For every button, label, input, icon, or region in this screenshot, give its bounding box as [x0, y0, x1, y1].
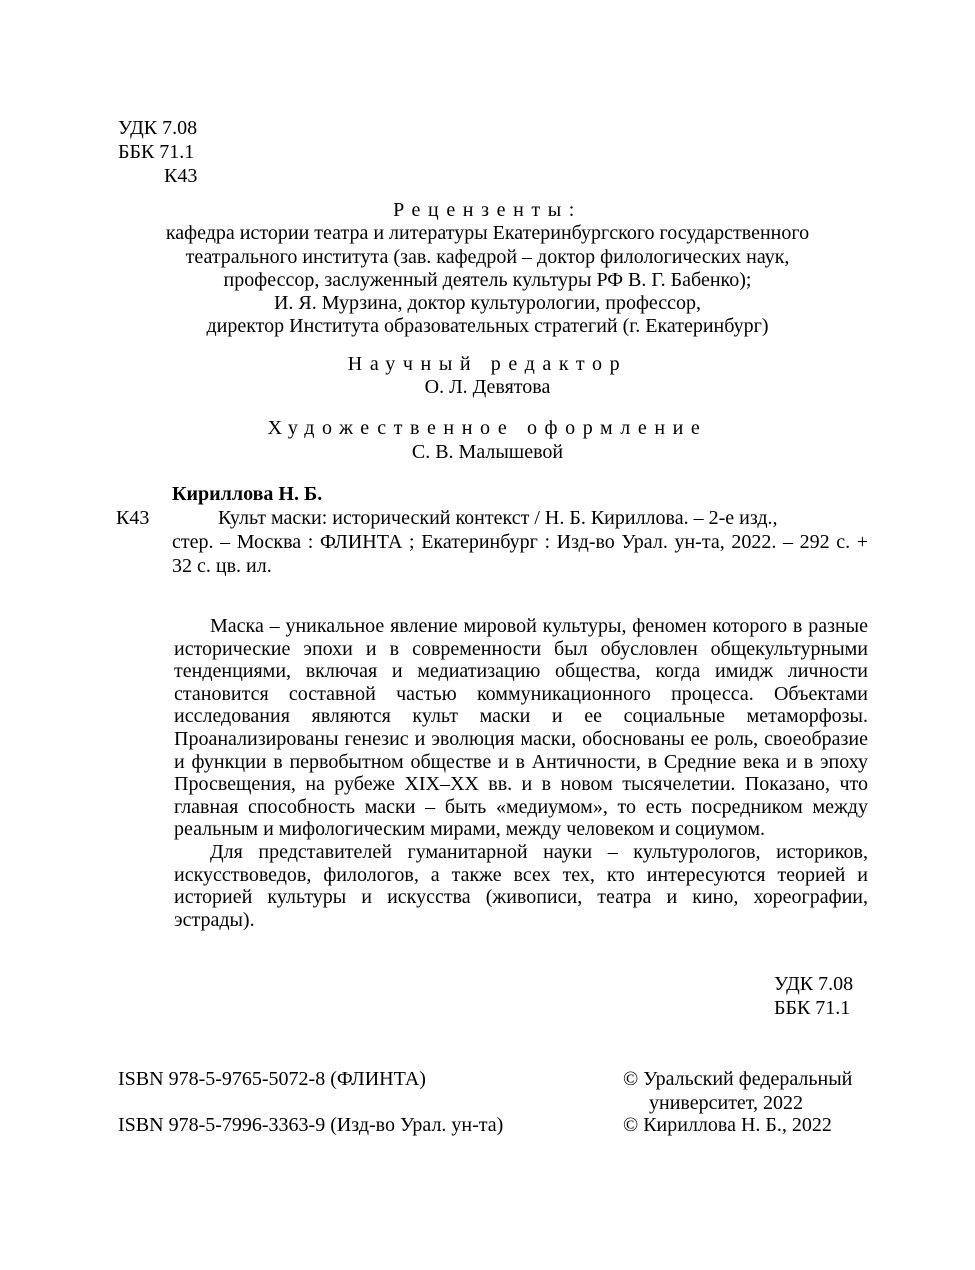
- reviewer-line: кафедра истории театра и литературы Екатеринбургского государственного: [165, 222, 810, 244]
- bibliographic-description: [172, 506, 868, 578]
- reviewer-line: профессор, заслуженный деятель культуры РФ В. Г. Бабенко);: [223, 269, 752, 291]
- scientific-editor-name: О. Л. Девятова: [424, 376, 551, 398]
- classification-bottom: [774, 972, 853, 1020]
- copyright-author: © Кириллова Н. Б., 2022: [623, 1114, 832, 1136]
- bibliographic-mark: К43: [116, 507, 150, 529]
- bibliographic-imprint: стер. – Москва : ФЛИНТА ; Екатеринбург : Изд-во Урал. ун-та, 2022. – 292 с. + 32 с. цв. ил.: [172, 531, 868, 577]
- reviewer-line: директор Института образовательных стратегий (г. Екатеринбург): [206, 315, 769, 337]
- reviewer-line: И. Я. Мурзина, доктор культурологии, профессор,: [273, 292, 702, 314]
- art-design-heading: Художественное оформление: [267, 417, 708, 439]
- reviewers-heading: Рецензенты:: [393, 199, 582, 221]
- reviewer-line: театрального института (зав. кафедрой – доктор филологических наук,: [185, 246, 790, 268]
- bibliographic-author: Кириллова Н. Б.: [172, 483, 323, 505]
- copyright-ural: [623, 1067, 852, 1115]
- udk-code: УДК 7.08: [118, 117, 198, 139]
- copyright-ural-line1: © Уральский федеральный: [623, 1068, 853, 1090]
- annotation-paragraph: Для представителей гуманитарной науки – культурологов, историков, искусствоведов, филологов, а также всех тех, кто интересуются теорией и историей культуры и искусства (живописи, театра и кино, хореографии, эстрады).: [174, 840, 868, 931]
- bbk-code: ББК 71.1: [118, 141, 195, 163]
- scientific-editor-heading: Научный редактор: [347, 353, 628, 375]
- classification-block: [118, 116, 197, 188]
- annotation: [174, 615, 868, 931]
- copyright-ural-line2: университет, 2022: [649, 1092, 804, 1114]
- bbk-code-bottom: ББК 71.1: [774, 997, 851, 1019]
- art-design-name: С. В. Малышевой: [411, 441, 564, 463]
- isbn-flinta: ISBN 978-5-9765-5072-8 (ФЛИНТА): [118, 1068, 426, 1090]
- isbn-ural: ISBN 978-5-7996-3363-9 (Изд-во Урал. ун-та): [118, 1114, 504, 1136]
- author-mark: К43: [164, 165, 198, 187]
- udk-code-bottom: УДК 7.08: [774, 973, 854, 995]
- annotation-paragraph: Маска – уникальное явление мировой культуры, феномен которого в разные исторические эпохи и в современности был обусловлен общекультурными тенденциями, включая и медиатизацию общества, когда имидж личности становится составной частью коммуникационного процесса. Объектами исследования являются культ маски и ее социальные метаморфозы. Проанализированы генезис и эволюция маски, обоснованы ее роль, своеобразие и функции в первобытном обществе и в Античности, в Средние века и в эпоху Просвещения, на рубеже XIX–XX вв. и в новом тысячелетии. Показано, что главная способность маски – быть «медиумом», то есть посредником между реальным и мифологическим мирами, между человеком и социумом.: [174, 615, 868, 841]
- bibliographic-title-line: Культ маски: исторический контекст / Н. Б. Кириллова. – 2-е изд.,: [218, 507, 778, 529]
